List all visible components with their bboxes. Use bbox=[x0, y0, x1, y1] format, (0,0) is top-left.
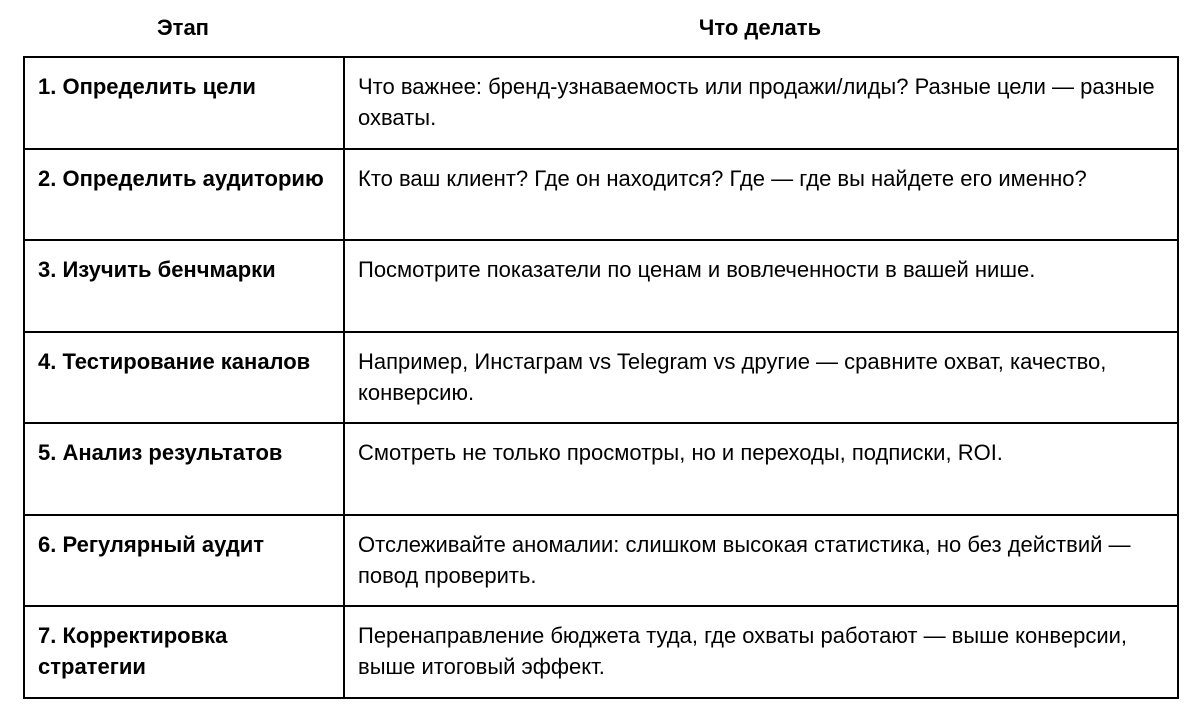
table-row bbox=[24, 332, 1178, 424]
column-header-action: Что делать bbox=[698, 15, 822, 40]
action-cell: Отслеживайте аномалии: слишком высокая статистика, но без действий — повод проверить. bbox=[344, 515, 1178, 607]
action-cell: Посмотрите показатели по ценам и вовлеченности в вашей нише. bbox=[344, 240, 1178, 332]
column-header-stage: Этап bbox=[157, 15, 209, 40]
stage-cell: 5. Анализ результатов bbox=[24, 423, 344, 515]
action-cell: Смотреть не только просмотры, но и переходы, подписки, ROI. bbox=[344, 423, 1178, 515]
stage-cell: 4. Тестирование каналов bbox=[24, 332, 344, 424]
table-row bbox=[24, 149, 1178, 241]
table-row bbox=[24, 606, 1178, 698]
stage-cell: 1. Определить цели bbox=[24, 57, 344, 149]
stage-cell: 3. Изучить бенчмарки bbox=[24, 240, 344, 332]
table-row bbox=[24, 423, 1178, 515]
table-header bbox=[23, 0, 1177, 56]
action-cell: Что важнее: бренд-узнаваемость или продажи/лиды? Разные цели — разные охваты. bbox=[344, 57, 1178, 149]
table-row bbox=[24, 240, 1178, 332]
steps-table bbox=[23, 56, 1179, 699]
action-cell: Например, Инстаграм vs Telegram vs другие — сравните охват, качество, конверсию. bbox=[344, 332, 1178, 424]
stage-cell: 2. Определить аудиторию bbox=[24, 149, 344, 241]
table-row bbox=[24, 515, 1178, 607]
table-row bbox=[24, 57, 1178, 149]
action-cell: Перенаправление бюджета туда, где охваты работают — выше конверсии, выше итоговый эффект. bbox=[344, 606, 1178, 698]
stage-cell: 6. Регулярный аудит bbox=[24, 515, 344, 607]
action-cell: Кто ваш клиент? Где он находится? Где — где вы найдете его именно? bbox=[344, 149, 1178, 241]
stage-cell: 7. Корректировка стратегии bbox=[24, 606, 344, 698]
